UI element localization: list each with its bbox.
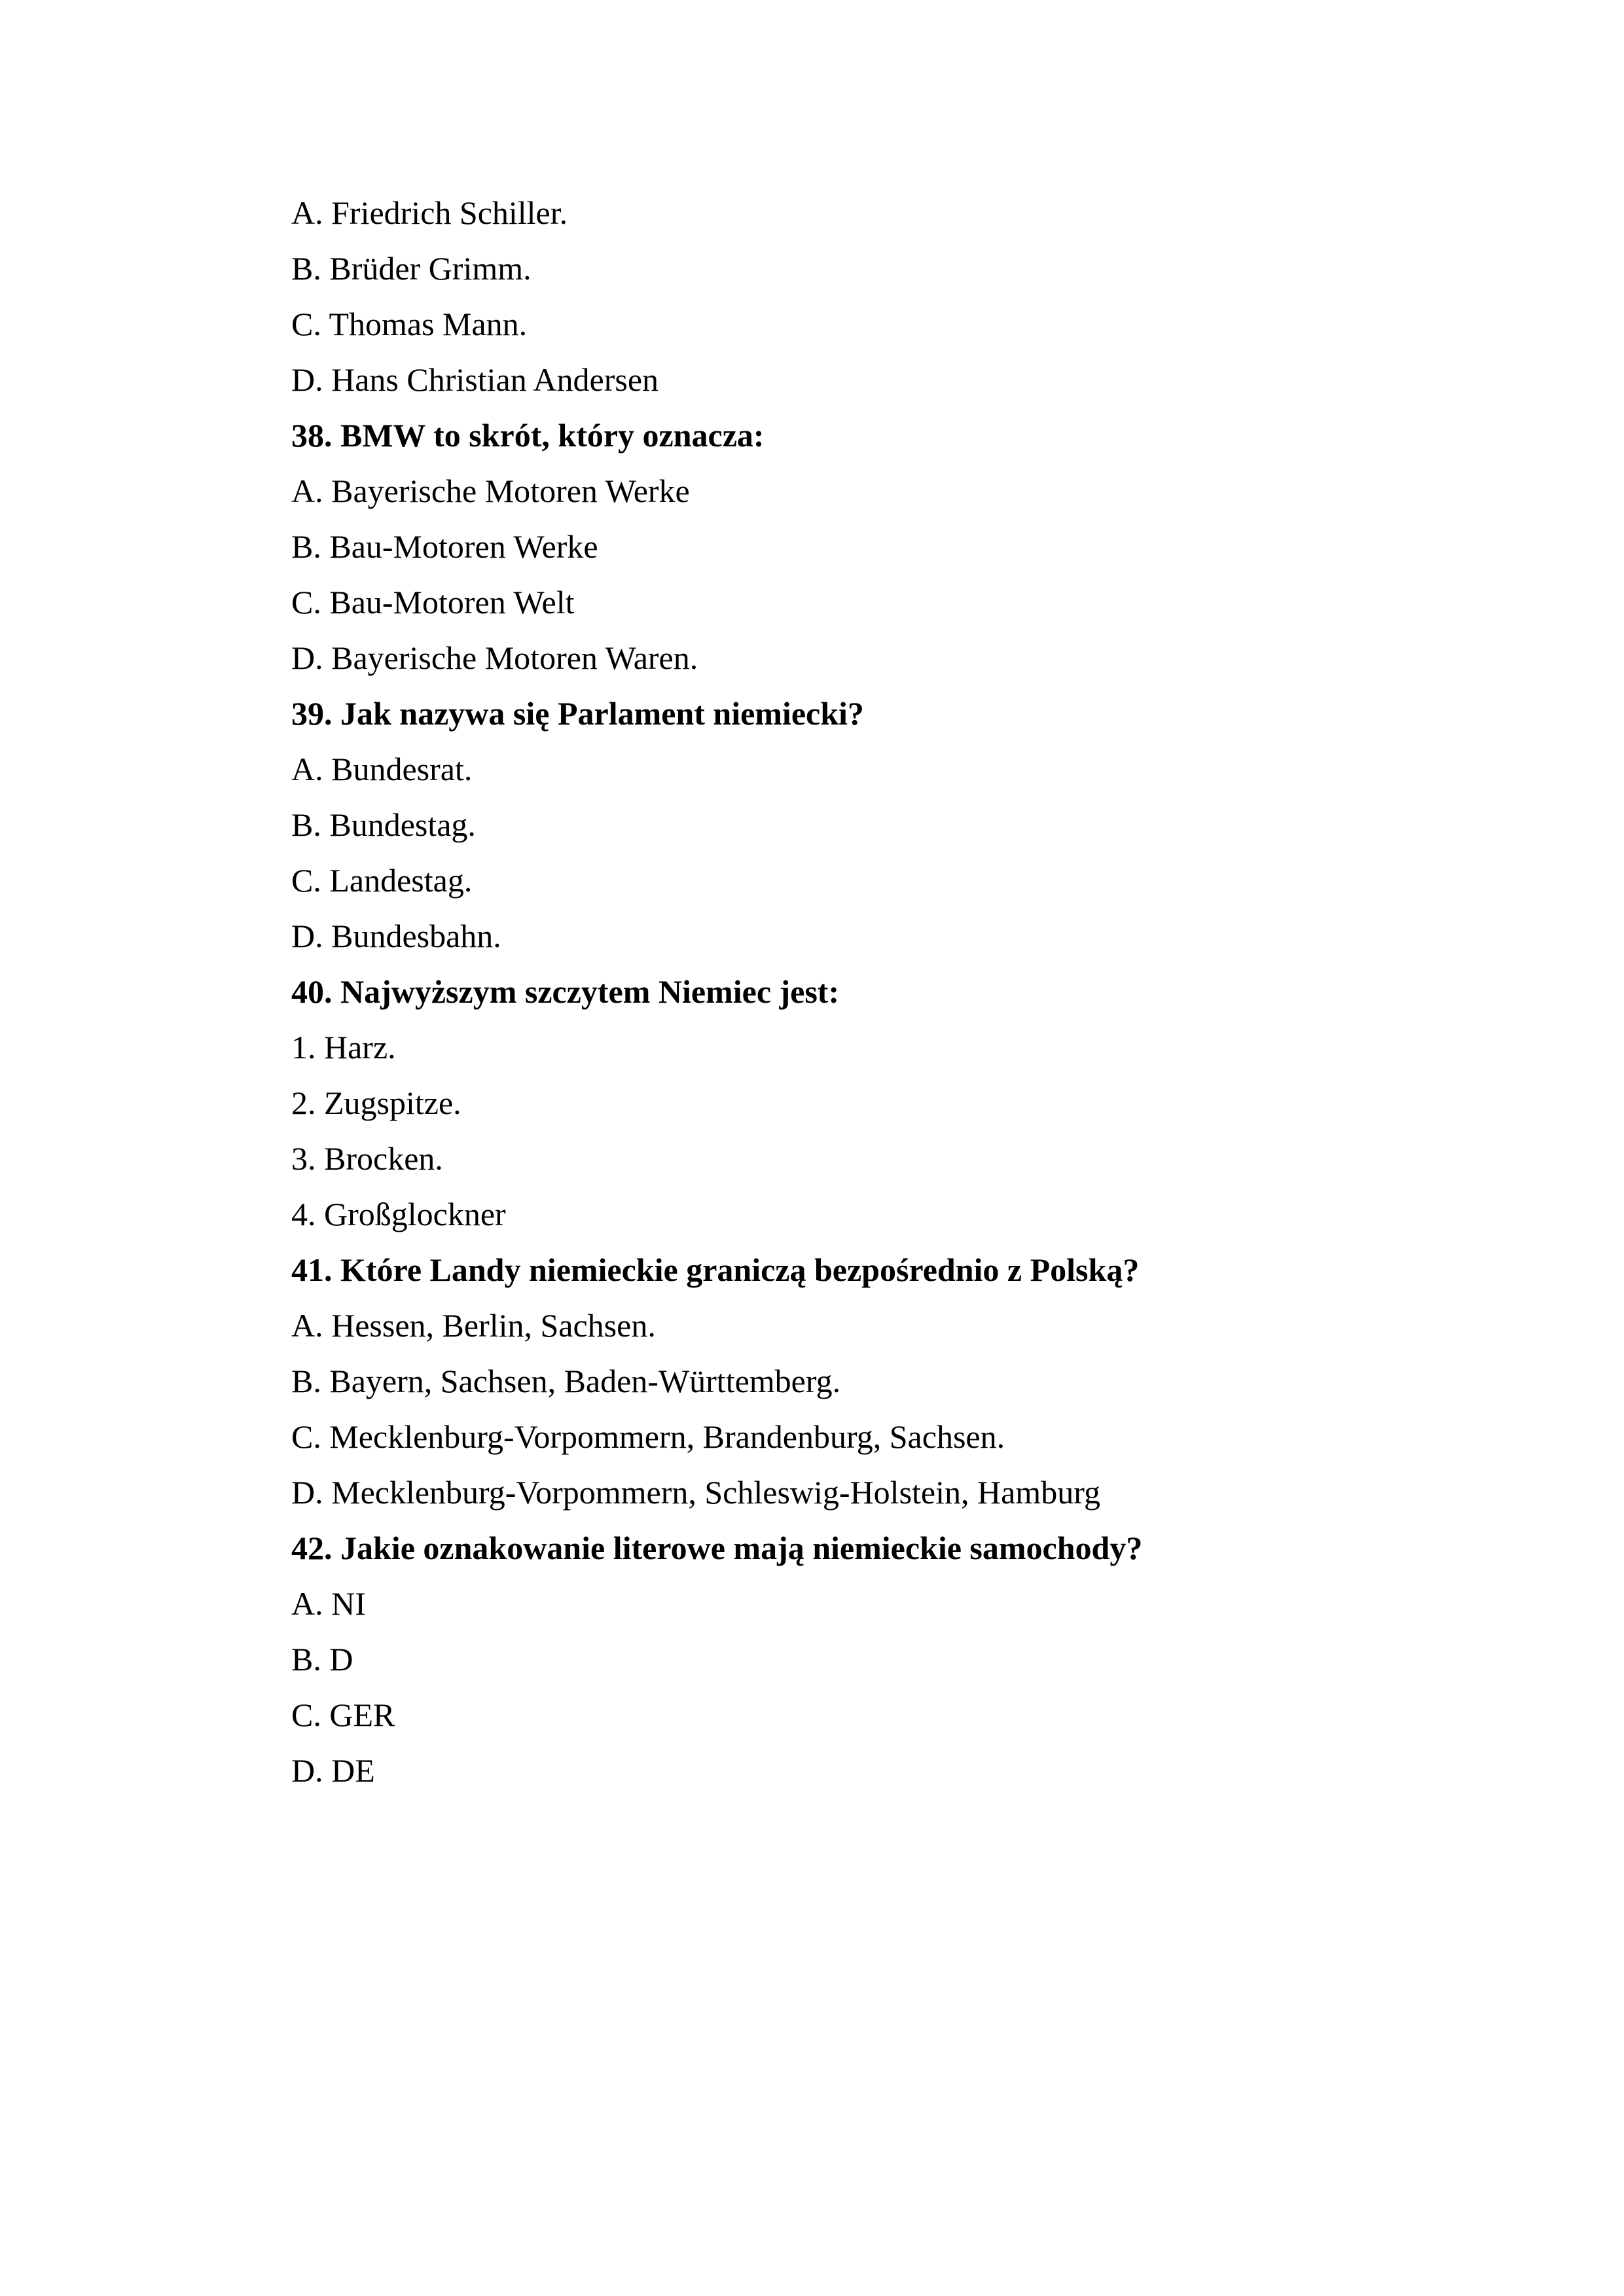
answer-option: B. Bau-Motoren Werke [291, 528, 598, 565]
answer-option: A. NI [291, 1585, 366, 1622]
answer-option: A. Friedrich Schiller. [291, 194, 568, 231]
answer-option: C. Landestag. [291, 862, 473, 899]
answer-option: A. Bundesrat. [291, 751, 473, 787]
document-body [291, 185, 1470, 1799]
question-title: 42. Jakie oznakowanie literowe mają niemieckie samochody? [291, 1530, 1143, 1566]
answer-option: 4. Großglockner [291, 1196, 506, 1232]
answer-option: C. Mecklenburg-Vorpommern, Brandenburg, Sachsen. [291, 1418, 1005, 1455]
question-title: 39. Jak nazywa się Parlament niemiecki? [291, 695, 864, 732]
answer-option: D. Mecklenburg-Vorpommern, Schleswig-Holstein, Hamburg [291, 1474, 1100, 1511]
answer-option: D. Bayerische Motoren Waren. [291, 639, 698, 676]
answer-option: B. Brüder Grimm. [291, 250, 532, 287]
answer-option: 3. Brocken. [291, 1140, 443, 1177]
question-title: 40. Najwyższym szczytem Niemiec jest: [291, 973, 840, 1010]
answer-option: D. Bundesbahn. [291, 918, 501, 954]
answer-option: B. Bundestag. [291, 806, 476, 843]
answer-option: A. Bayerische Motoren Werke [291, 473, 690, 509]
question-title: 38. BMW to skrót, który oznacza: [291, 417, 765, 454]
answer-option: 1. Harz. [291, 1029, 396, 1066]
answer-option: B. D [291, 1641, 353, 1677]
question-title: 41. Które Landy niemieckie graniczą bezpośrednio z Polską? [291, 1251, 1140, 1288]
answer-option: D. DE [291, 1752, 375, 1789]
answer-option: C. Thomas Mann. [291, 306, 528, 342]
answer-option: B. Bayern, Sachsen, Baden-Württemberg. [291, 1363, 841, 1399]
answer-option: A. Hessen, Berlin, Sachsen. [291, 1307, 656, 1344]
answer-option: C. GER [291, 1696, 395, 1733]
answer-option: C. Bau-Motoren Welt [291, 584, 575, 620]
answer-option: 2. Zugspitze. [291, 1085, 461, 1121]
answer-option: D. Hans Christian Andersen [291, 361, 659, 398]
